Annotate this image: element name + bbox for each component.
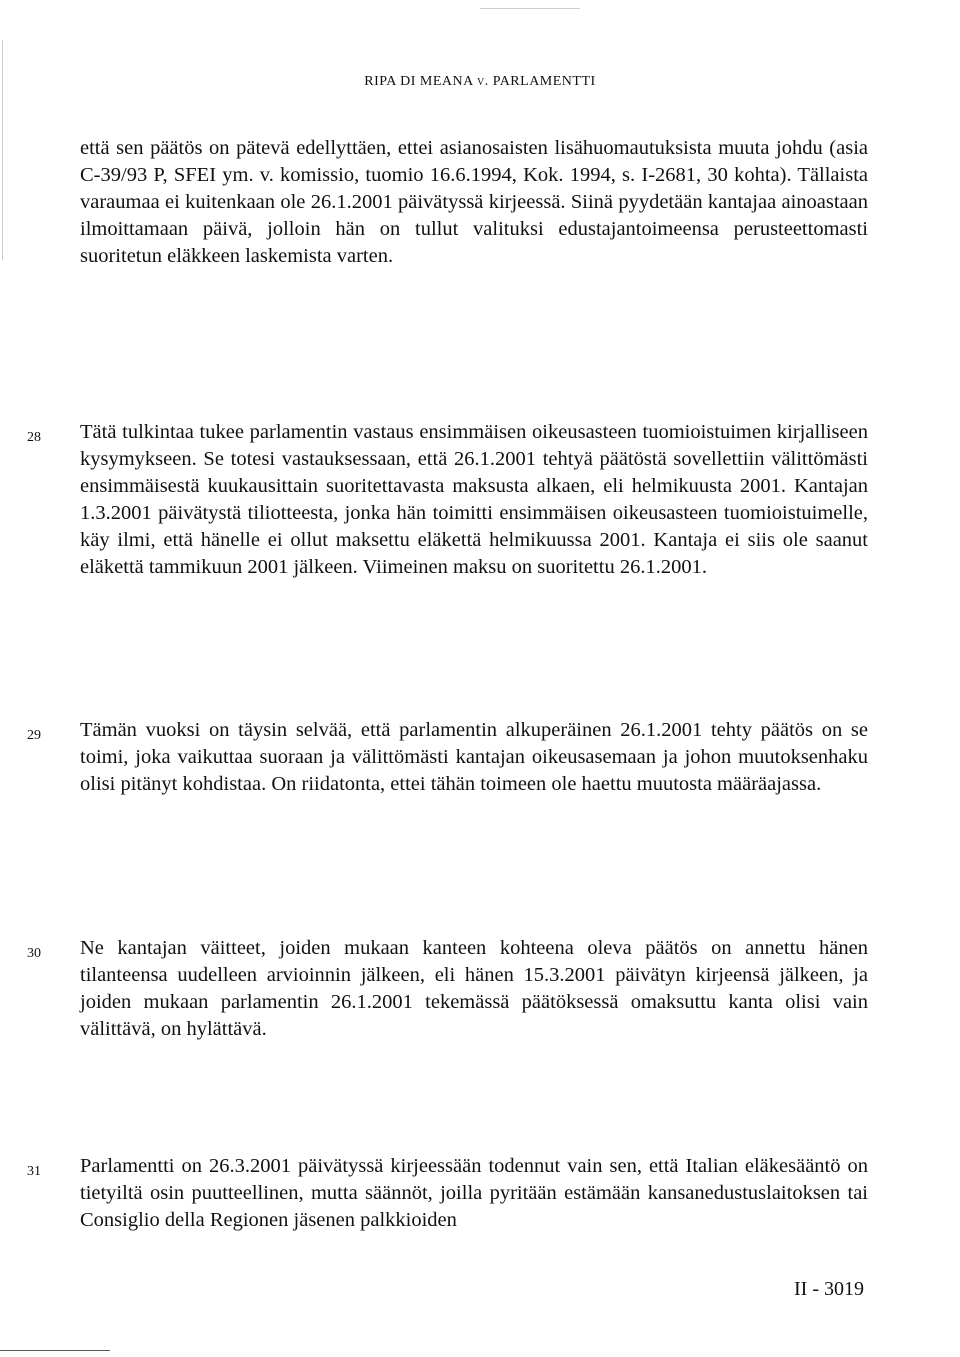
scan-edge-mark xyxy=(0,1350,110,1351)
scan-margin-mark xyxy=(2,40,3,260)
scan-edge-mark xyxy=(480,8,580,9)
paragraph-number: 30 xyxy=(27,946,41,961)
paragraph-continuation: että sen päätös on pätevä edellyttäen, ettei asianosaisten lisähuomautuksista muuta johdu (asia C-39/93 P, SFEI ym. v. komissio, tuomio 16.6.1994, Kok. 1994, s. I-2681, 30 kohta). Tällaista varaumaa ei kuitenkaan ole 26.1.2001 päivätyssä kirjeessä. Siinä pyydetään kantajaa ainoastaan ilmoittamaan päivä, jolloin hän on tullut valituksi edustajantoimeensa perusteettomasti suoritetun eläkkeen laskemista varten. xyxy=(80,137,868,267)
paragraph-number: 28 xyxy=(27,430,41,445)
page-number: II - 3019 xyxy=(794,1278,864,1300)
paragraph-29: Tämän vuoksi on täysin selvää, että parlamentin alkuperäinen 26.1.2001 tehty päätös on se toimi, joka vaikuttaa suoraan ja välittömästi kantajan oikeusasemaan ja johon muutoksenhaku olisi pitänyt kohdistaa. On riidatonta, ettei tähän toimeen ole haettu muutosta määräajassa. xyxy=(80,719,868,795)
paragraph-28: Tätä tulkintaa tukee parlamentin vastaus ensimmäisen oikeusasteen tuomioistuimen kirjalliseen kysymykseen. Se totesi vastauksessaan, että 26.1.2001 tehtyä päätöstä sovellettiin välittömästi ensimmäisestä kuukausittain suoritettavasta maksusta alkaen, eli helmikuusta 2001. Kantajan 1.3.2001 päivätystä tiliotteesta, jonka hän toimitti ensimmäisen oikeusasteen tuomioistuimelle, käy ilmi, että hänelle ei ollut maksettu eläkettä helmikuussa 2001. Kantaja ei siis ole saanut eläkettä tammikuun 2001 jälkeen. Viimeinen maksu on suoritettu 26.1.2001. xyxy=(80,421,868,578)
running-header: RIPA DI MEANA v. PARLAMENTTI xyxy=(364,74,596,89)
paragraph-31: Parlamentti on 26.3.2001 päivätyssä kirjeessään todennut vain sen, että Italian eläkesääntö on tietyiltä osin puutteellinen, mutta säännöt, joilla pyritään estämään kansanedustuslaitoksen tai Consiglio della Regionen jäsenen palkkioiden xyxy=(80,1155,868,1231)
paragraph-number: 29 xyxy=(27,728,41,743)
paragraph-30: Ne kantajan väitteet, joiden mukaan kanteen kohteena oleva päätös on annettu hänen tilanteensa uudelleen arvioinnin jälkeen, eli hänen 15.3.2001 päivätyn kirjeensä jälkeen, ja joiden mukaan parlamentin 26.1.2001 tekemässä päätöksessä omaksuttu kanta olisi vain välittävä, on hylättävä. xyxy=(80,937,868,1040)
paragraph-number: 31 xyxy=(27,1164,41,1179)
